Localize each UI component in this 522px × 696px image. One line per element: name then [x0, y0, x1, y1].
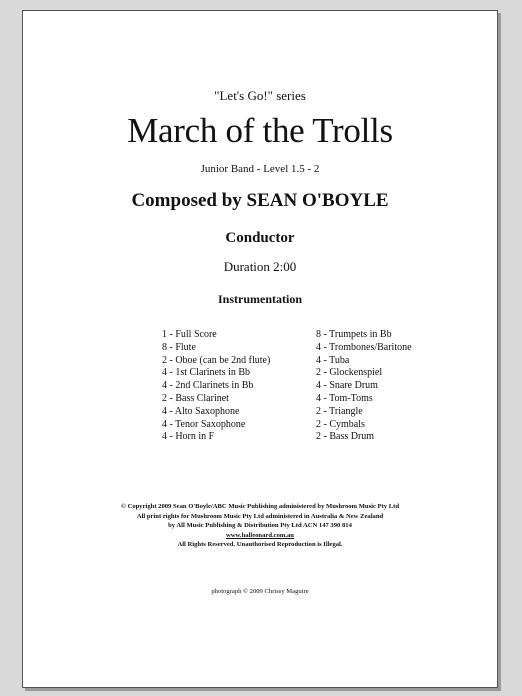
instrument-item: 8 - Trumpets in Bb — [316, 329, 392, 340]
instrument-item: 4 - Horn in F — [162, 431, 215, 443]
copyright-line: © Copyright 2009 Sean O'Boyle/ABC Music Publishing administered by Mushroom Music Pty Ltd — [121, 503, 399, 510]
instrument-item: 4 - Tuba — [316, 354, 350, 366]
level-subtitle: Junior Band - Level 1.5 - 2 — [200, 163, 320, 175]
instrument-item: 2 - Triangle — [316, 405, 363, 417]
composer-credit: Composed by SEAN O'BOYLE — [131, 190, 389, 211]
duration-label: Duration 2:00 — [223, 259, 297, 274]
instrument-item: 4 - Tenor Saxophone — [162, 418, 246, 430]
instrument-item: 4 - Alto Saxophone — [162, 405, 240, 417]
series-label: "Let's Go!" series — [214, 88, 306, 103]
instrument-item: 2 - Bass Drum — [316, 431, 375, 443]
instrument-item: 4 - Snare Drum — [316, 380, 378, 392]
copyright-line: All Rights Reserved. Unauthorised Reproduction is Illegal. — [177, 541, 343, 548]
instrument-item: 4 - 2nd Clarinets in Bb — [162, 380, 254, 392]
instrument-item: 4 - 1st Clarinets in Bb — [162, 367, 251, 379]
instrument-item: 4 - Tom-Toms — [316, 392, 373, 404]
instrument-list-right — [316, 329, 412, 444]
instrument-item: 2 - Bass Clarinet — [162, 392, 229, 404]
publisher-link[interactable]: www.halleonard.com.au — [226, 531, 294, 539]
instrument-item: 2 - Cymbals — [316, 418, 365, 430]
copyright-line: All print rights for Mushroom Music Pty Ltd administered in Australia & New Zealand — [136, 512, 384, 520]
instrumentation-heading: Instrumentation — [217, 292, 302, 306]
score-page — [22, 10, 498, 688]
part-role: Conductor — [225, 230, 295, 246]
instrument-item: 4 - Trombones/Baritone — [316, 341, 412, 353]
instrument-item: 2 - Glockenspiel — [316, 367, 383, 379]
photo-credit: photograph © 2009 Chrissy Maguire — [211, 588, 309, 595]
copyright-notice — [23, 502, 497, 550]
instrument-item: 8 - Flute — [162, 341, 196, 353]
copyright-line: by All Music Publishing & Distribution Pty Ltd ACN 147 390 814 — [168, 522, 352, 529]
instrument-item: 2 - Oboe (can be 2nd flute) — [162, 354, 271, 366]
instrument-item: 1 - Full Score — [162, 329, 217, 340]
instrument-list-left — [162, 329, 270, 444]
piece-title: March of the Trolls — [127, 111, 393, 150]
